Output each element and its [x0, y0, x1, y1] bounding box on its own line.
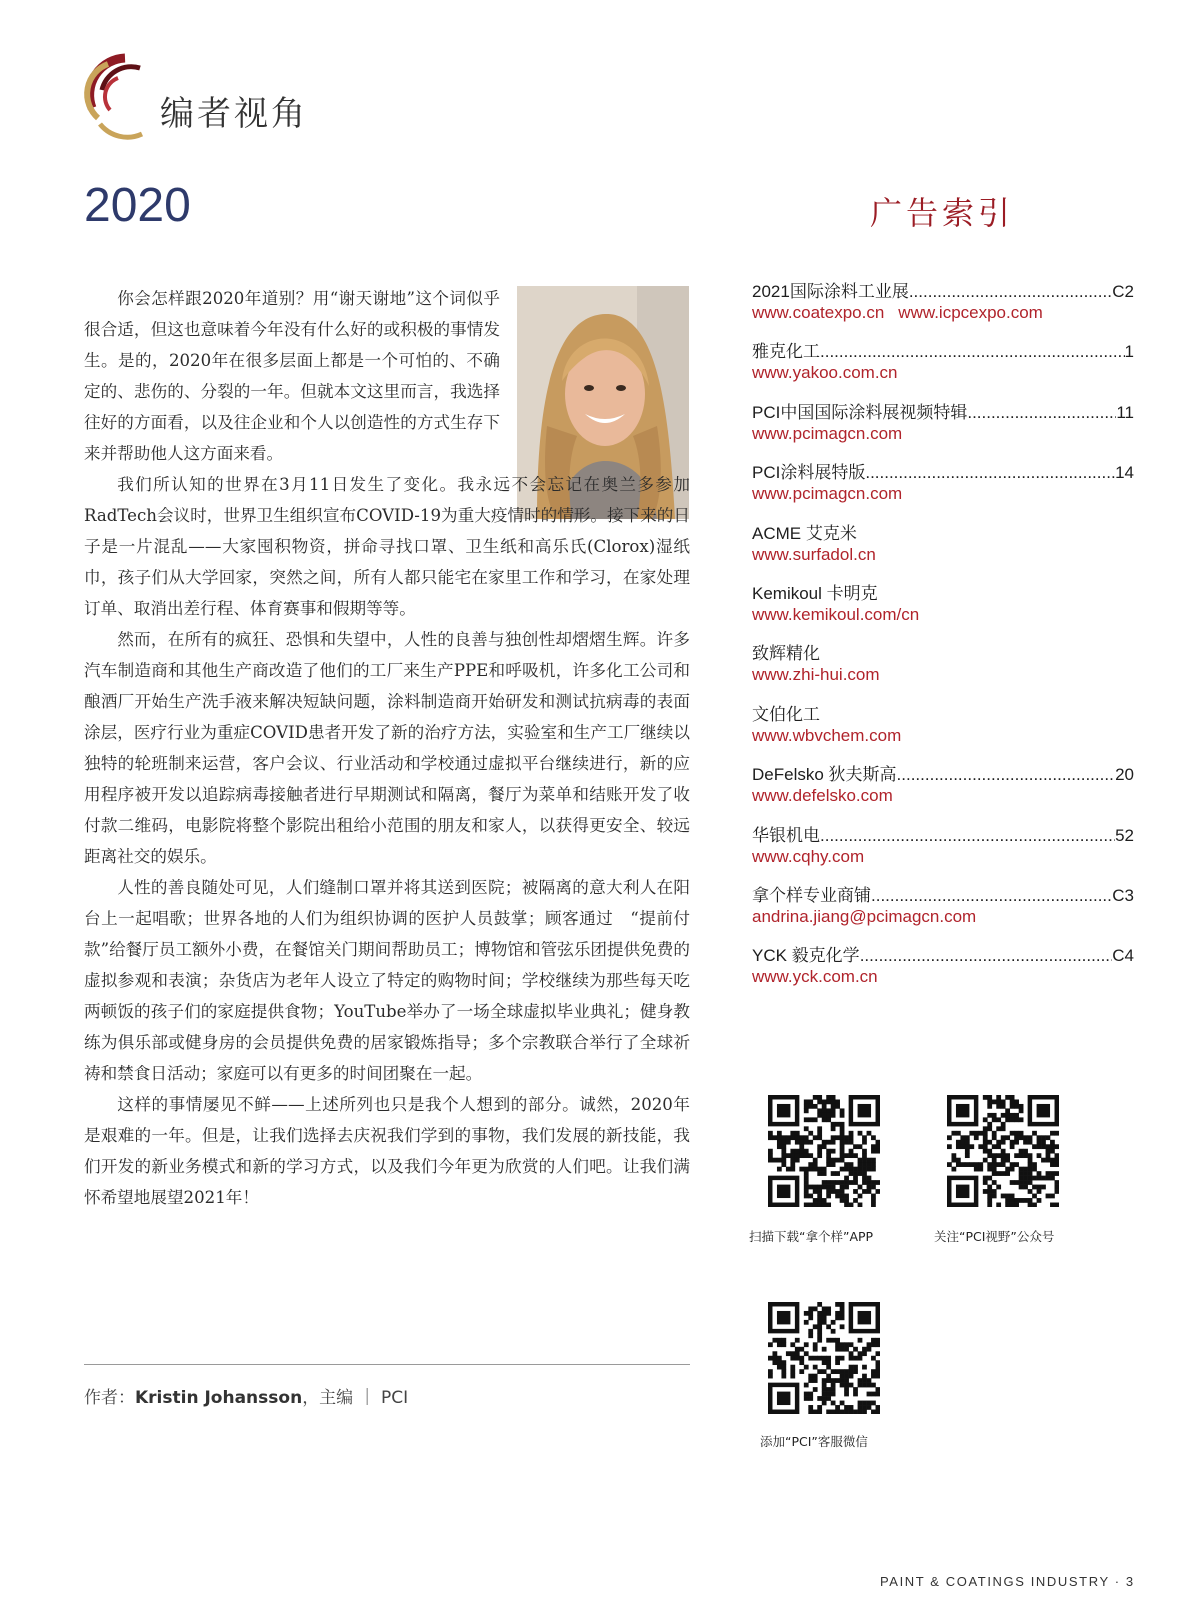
ad-entry [752, 644, 1134, 704]
ad-entry-urls [752, 604, 1134, 625]
ad-entry-name: 文伯化工 [752, 704, 820, 724]
ad-entry-url-link[interactable]: www.yck.com.cn [752, 967, 878, 987]
ad-entry-urls [752, 483, 1134, 504]
ad-entry-leader-dots [909, 282, 1112, 302]
ad-entry-page: 20 [1115, 765, 1134, 785]
ad-entry-leader-dots [865, 463, 1115, 483]
ad-entry-name: YCK 毅克化学 [752, 946, 860, 966]
ad-entry-urls [752, 966, 1134, 987]
article-paragraph: 这样的事情屡见不鲜——上述所列也只是我个人想到的部分。诚然，2020年是艰难的一年。但是，让我们选择去庆祝我们学到的事物，我们发展的新技能，我们开发的新业务模式和新的学习方式，以及我们今年更为欣赏的人们吧。让我们满怀希望地展望2021年！ [84, 1095, 690, 1207]
ad-index-list [752, 282, 1134, 1007]
ad-entry-leader-dots [967, 403, 1116, 423]
ad-entry-url-link[interactable]: www.yakoo.com.cn [752, 363, 898, 383]
ad-entry-url-link[interactable]: www.wbvchem.com [752, 725, 902, 745]
ad-entry-name: DeFelsko 狄夫斯高 [752, 765, 897, 785]
ad-entry-urls [752, 906, 1134, 927]
ad-entry-url-link[interactable]: www.pcimagcn.com [752, 423, 903, 443]
ad-entry-line [752, 644, 1134, 664]
ad-entry-line [752, 584, 1134, 604]
ad-entry [752, 705, 1134, 765]
article-paragraph: 然而，在所有的疯狂、恐惧和失望中，人性的良善与独创性却熠熠生辉。许多汽车制造商和其他生产商改造了他们的工厂来生产PPE和呼吸机，许多化工公司和酿酒厂开始生产洗手液来解决短缺问题，涂料制造商开始研发和测试抗病毒的表面涂层，医疗行业为重症COVID患者开发了新的治疗方法，实验室和生产工厂继续以独特的轮班制来运营，客户会议、行业活动和学校通过虚拟平台继续进行，新的应用程序被开发以追踪病毒接触者进行早期测试和隔离，餐厅为菜单和结账开发了收付款二维码，电影院将整个影院出租给小范围的朋友和家人，以获得更安全、较远距离社交的娱乐。 [84, 630, 690, 866]
ad-entry-line [752, 826, 1134, 846]
ad-entry-leader-dots [897, 765, 1116, 785]
ad-entry-name: ACME 艾克米 [752, 523, 857, 543]
ad-entry-name: PCI中国国际涂料展视频特辑 [752, 402, 968, 422]
section-title: 编者视角 [160, 94, 308, 134]
qr-code-app[interactable] [768, 1095, 880, 1207]
ad-entry-url-link[interactable]: www.defelsko.com [752, 786, 893, 806]
ad-entry-page: C2 [1112, 282, 1134, 301]
magazine-section-logo [80, 50, 170, 140]
ad-entry [752, 765, 1134, 825]
ad-entry-line [752, 342, 1134, 362]
ad-entry-page: 14 [1115, 463, 1134, 483]
qr-code-service[interactable] [768, 1302, 880, 1414]
ad-entry-url-link[interactable]: www.cqhy.com [752, 846, 865, 866]
byline-author: Kristin Johansson [135, 1388, 303, 1408]
ad-entry-leader-dots [860, 946, 1113, 966]
ad-entry-name: 华银机电 [752, 825, 820, 845]
ad-entry-urls [752, 423, 1134, 444]
ad-entry [752, 463, 1134, 523]
ad-entry-urls [752, 846, 1134, 867]
ad-entry [752, 524, 1134, 584]
byline [84, 1383, 408, 1408]
ad-entry-line [752, 765, 1134, 785]
ad-entry-url-link[interactable]: www.coatexpo.cn [752, 303, 885, 322]
qr-caption-app: 扫描下载“拿个样”APP [749, 1229, 874, 1244]
qr-caption-account: 关注“PCI视野”公众号 [934, 1229, 1055, 1244]
ad-entry-page: C4 [1112, 946, 1134, 966]
ad-entry-name: PCI涂料展特版 [752, 463, 866, 483]
ad-entry-name: Kemikoul 卡明克 [752, 583, 878, 603]
ad-entry-url-link[interactable]: www.icpcexpo.com [898, 303, 1043, 322]
ad-entry-url-link[interactable]: www.surfadol.cn [752, 544, 876, 564]
ad-entry-name: 拿个样专业商铺 [752, 885, 871, 905]
article-body [84, 283, 690, 1213]
ad-entry-url-link[interactable]: andrina.jiang@pcimagcn.com [752, 906, 977, 926]
article-paragraph: 你会怎样跟2020年道别？用“谢天谢地”这个词似乎很合适，但这也意味着今年没有什么好的或积极的事情发生。是的，2020年在很多层面上都是一个可怕的、不确定的、悲伤的、分裂的一年。但就本文这里而言，我选择往好的方面看，以及往企业和个人以创造性的方式生存下来并帮助他人这方面来看。 [84, 289, 500, 463]
ad-entry-page: 11 [1116, 402, 1134, 422]
ad-entry [752, 403, 1134, 463]
ad-entry-name: 2021国际涂料工业展 [752, 282, 909, 301]
page-footer: PAINT & COATINGS INDUSTRY · 3 [880, 1574, 1135, 1589]
ad-entry-page: 52 [1115, 825, 1134, 845]
ad-entry-name: 致辉精化 [752, 644, 820, 664]
article-title: 2020 [84, 179, 191, 232]
ad-entry-name: 雅克化工 [752, 342, 820, 362]
ad-entry [752, 282, 1134, 342]
ad-entry-url-link[interactable]: www.pcimagcn.com [752, 484, 903, 504]
ad-index-title: 广告索引 [870, 194, 1015, 232]
ad-entry-leader-dots [871, 886, 1112, 906]
byline-divider [84, 1364, 690, 1365]
ad-entry-urls [752, 785, 1134, 806]
ad-entry-line [752, 524, 1134, 544]
qr-code-account[interactable] [947, 1095, 1059, 1207]
ad-entry-leader-dots [820, 342, 1125, 362]
ad-entry-line [752, 705, 1134, 725]
ad-entry-line [752, 463, 1134, 483]
ad-entry-urls [752, 302, 1134, 323]
ad-entry-line [752, 946, 1134, 966]
ad-entry-urls [752, 664, 1134, 685]
ad-entry [752, 584, 1134, 644]
ad-entry [752, 826, 1134, 886]
ad-entry-page: C3 [1112, 885, 1134, 905]
ad-entry-url-link[interactable]: www.zhi-hui.com [752, 665, 880, 685]
ad-entry-line [752, 282, 1134, 302]
ad-entry [752, 342, 1134, 402]
article-paragraph: 我们所认知的世界在3月11日发生了变化。我永远不会忘记在奥兰多参加RadTech会议时，世界卫生组织宣布COVID-19为重大疫情时的情形。接下来的日子是一片混乱——大家囤积物资，拼命寻找口罩、卫生纸和高乐氏(Clorox)湿纸巾，孩子们从大学回家，突然之间，所有人都只能宅在家里工作和学习，在家处理订单、取消出差行程、体育赛事和假期等等。 [84, 475, 690, 618]
ad-entry [752, 946, 1134, 1006]
ad-entry-page: 1 [1124, 342, 1134, 362]
ad-entry-urls [752, 725, 1134, 746]
article-paragraph: 人性的善良随处可见，人们缝制口罩并将其送到医院；被隔离的意大利人在阳台上一起唱歌；世界各地的人们为组织协调的医护人员鼓掌；顾客通过 “提前付款”给餐厅员工额外小费，在餐馆关门期间帮助员工；博物馆和管弦乐团提供免费的虚拟参观和表演；杂货店为老年人设立了特定的购物时间；学校继续为那些每天吃两顿饭的孩子们的家庭提供食物；YouTube举办了一场全球虚拟毕业典礼；健身教练为俱乐部或健身房的会员提供免费的居家锻炼指导；多个宗教联合举行了全球祈祷和禁食日活动；家庭可以有更多的时间团聚在一起。 [84, 878, 690, 1083]
ad-entry-url-link[interactable]: www.kemikoul.com/cn [752, 604, 920, 624]
byline-role: ，主编 ｜ PCI [302, 1388, 409, 1408]
ad-entry-line [752, 886, 1134, 906]
byline-prefix: 作者： [84, 1388, 135, 1408]
ad-entry-urls [752, 362, 1134, 383]
qr-caption-service: 添加“PCI”客服微信 [760, 1434, 868, 1449]
ad-entry-line [752, 403, 1134, 423]
ad-entry-leader-dots [820, 826, 1115, 846]
ad-entry [752, 886, 1134, 946]
ad-entry-urls [752, 544, 1134, 565]
